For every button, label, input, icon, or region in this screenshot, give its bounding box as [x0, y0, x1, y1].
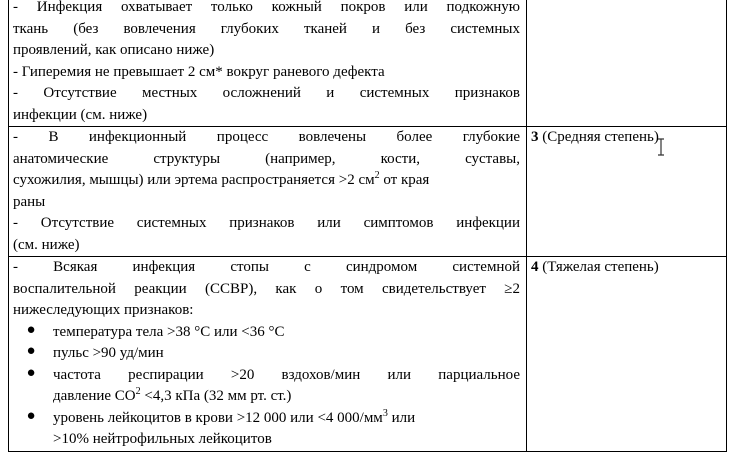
table-row	[9, 127, 727, 257]
severity-text: (Средняя степень)	[538, 129, 659, 145]
text-line: частота респирации >20 вздохов/мин или парциальное	[53, 366, 520, 383]
criteria-cell	[9, 0, 527, 127]
text-line: инфекции (см. ниже)	[13, 106, 148, 123]
text-line: раны	[13, 193, 46, 210]
bullet-icon: ●	[26, 407, 36, 424]
text-line: (см. ниже)	[13, 236, 80, 253]
bullet-icon: ●	[26, 321, 36, 338]
severity-cell	[527, 127, 727, 257]
text-line: - Отсутствие местных осложнений и системных признаков	[13, 85, 520, 101]
superscript: 2	[374, 170, 380, 181]
superscript: 2	[135, 386, 141, 397]
text-fragment: <4,3 кПа (32 мм рт. ст.)	[140, 388, 292, 404]
severity-cell	[527, 0, 727, 127]
text-fragment: от края	[379, 172, 430, 188]
text-cursor-icon	[656, 138, 666, 156]
bullet-icon: ●	[26, 343, 36, 359]
text-line: - Всякая инфекция стопы с синдромом системной	[13, 259, 520, 275]
criteria-cell	[9, 127, 527, 257]
text-fragment: уровень лейкоцитов в крови >12 000 или <4 000/мм	[53, 409, 383, 426]
table-row	[9, 0, 727, 127]
text-line: нижеследующих признаков:	[13, 302, 194, 318]
text-line	[13, 170, 520, 192]
classification-table	[8, 0, 727, 452]
severity-label	[531, 257, 720, 279]
bullet-icon: ●	[26, 364, 36, 381]
text-line: - Инфекция охватывает только кожный покров или подкожную	[13, 0, 520, 15]
list-item	[13, 365, 520, 408]
severity-label	[531, 127, 720, 149]
table-row	[9, 257, 727, 452]
severity-number: 4	[531, 259, 539, 275]
text-fragment: или	[387, 409, 416, 426]
text-line: - В инфекционный процесс вовлечены более глубокие	[13, 129, 520, 145]
list-item	[13, 408, 520, 451]
list-item	[13, 322, 520, 344]
text-line: проявлений, как описано ниже)	[13, 42, 215, 58]
text-line: - Гиперемия не превышает 2 см* вокруг раневого дефекта	[13, 63, 385, 80]
text-line: анатомические структуры (например, кости, суставы,	[13, 150, 520, 167]
severity-label	[531, 0, 720, 19]
text-line	[53, 386, 520, 408]
criteria-cell	[9, 257, 527, 452]
text-line	[53, 408, 520, 430]
list-item	[13, 343, 520, 365]
text-fragment: давление СО	[53, 388, 136, 404]
text-line: - Отсутствие системных признаков или симптомов инфекции	[13, 215, 520, 231]
text-line: воспалительной реакции (ССВР), как о том свидетельствует ≥2	[13, 280, 520, 297]
superscript: 3	[382, 407, 388, 419]
text-line: ткань (без вовлечения глубоких тканей и без системных	[13, 20, 520, 37]
text-fragment: сухожилия, мышцы) или эртема распространяется >2 см	[13, 172, 375, 188]
text-line: пульс >90 уд/мин	[53, 345, 164, 361]
text-line: >10% нейтрофильных лейкоцитов	[53, 431, 272, 447]
severity-cell	[527, 257, 727, 452]
text-line: температура тела >38 °С или <36 °С	[53, 323, 285, 340]
severity-text: (Тяжелая степень)	[538, 259, 659, 275]
severity-number: 3	[531, 129, 539, 145]
